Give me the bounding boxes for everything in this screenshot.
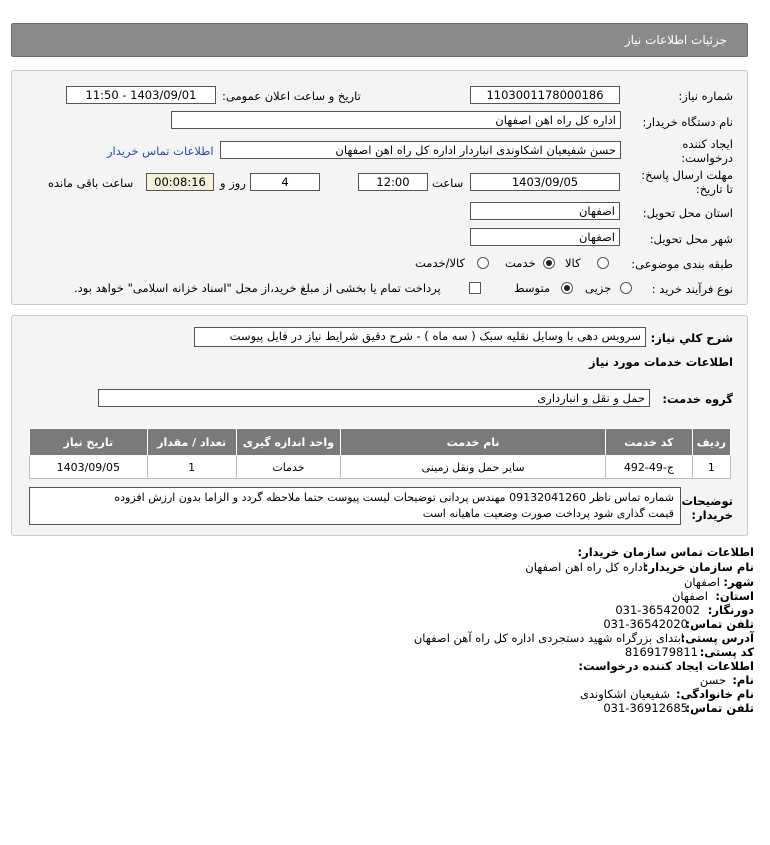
col-service-name: نام خدمت [341,429,606,456]
buyer-contact-link[interactable]: اطلاعات تماس خریدار [107,144,214,158]
cell-service-name: سایر حمل ونقل زمینی [341,456,606,479]
org-label: نام سازمان خریدار: [643,560,754,574]
city-label-contact: شهر: [723,575,754,589]
cell-need-date: 1403/09/05 [30,456,148,479]
creator-phone-label: تلفن تماس: [685,701,754,715]
cell-quantity: 1 [147,456,236,479]
phone-value: 031-36542020 [603,617,688,631]
phone-label: تلفن تماس: [685,617,754,631]
announce-datetime-field: 1403/09/01 - 11:50 [66,86,216,104]
category-label: طبقه بندی موضوعی: [631,257,733,271]
process-radio-medium[interactable] [561,282,573,294]
col-need-date: تاریخ نیاز [30,429,148,456]
need-number-field: 1103001178000186 [470,86,620,104]
deadline-date-field: 1403/09/05 [470,173,620,191]
city-value-contact: اصفهان [683,575,720,589]
city-field: اصفهان [470,228,620,246]
postal-code-label: کد پستی: [699,645,754,659]
col-service-code: کد خدمت [606,429,693,456]
table-header-row [30,429,731,456]
deadline-label-2: تا تاریخ: [695,182,733,196]
org-value: اداره کل راه اهن اصفهان [525,560,646,574]
province-field: اصفهان [470,202,620,220]
services-title: اطلاعات خدمات مورد نیاز [589,355,733,369]
table-row [30,456,731,479]
creator-phone-value: 031-36912685 [603,701,688,715]
process-radio-minor[interactable] [620,282,632,294]
fax-value: 031-36542002 [615,603,700,617]
service-group-field: حمل و نقل و انبارداری [98,389,650,407]
buyer-notes-label-1: توضیحات [681,494,733,508]
creator-name-label: نام: [732,673,754,687]
cell-row-number: 1 [692,456,730,479]
address-label: آدرس پستی: [680,631,754,645]
page-title: جزئیات اطلاعات نیاز [624,33,727,47]
province-label-contact: استان: [715,589,754,603]
contact-title: اطلاعات تماس سازمان خریدار: [577,545,754,559]
page-header [11,23,748,57]
postal-code-value: 8169179811 [624,645,698,659]
buyer-org-label: نام دستگاه خریدار: [642,115,733,129]
deadline-label-1: مهلت ارسال پاسخ: [641,168,733,182]
creator-name-value: حسن [699,673,726,687]
summary-label: شرح كلي نياز: [650,331,733,345]
buyer-notes-label-2: خریدار: [691,508,733,522]
requester-label-2: درخواست: [681,151,733,165]
category-option-goods: کالا [565,256,581,270]
remaining-time-field: 00:08:16 [146,173,214,191]
process-option-medium: متوسط [514,281,551,295]
service-group-label: گروه خدمت: [662,392,733,406]
treasury-payment-note: پرداخت تمام یا بخشی از مبلغ خرید،از محل "اسناد خزانه اسلامی" خواهد بود. [74,281,441,295]
buyer-org-field: اداره کل راه اهن اصفهان [171,111,621,129]
buyer-notes-box [29,487,681,525]
category-radio-service[interactable] [543,257,555,269]
treasury-payment-checkbox[interactable] [469,282,481,294]
announce-datetime-label: تاریخ و ساعت اعلان عمومی: [222,89,361,103]
col-row-number: ردیف [692,429,730,456]
deadline-days-field: 4 [250,173,320,191]
cell-unit: خدمات [236,456,341,479]
remaining-time-label: ساعت باقی مانده [48,176,134,190]
category-option-goods-service: کالا/خدمت [415,256,466,270]
city-label: شهر محل تحویل: [649,232,733,246]
address-value: ابتدای بزرگراه شهید دستجردی اداره کل راه آهن اصفهان [413,631,684,645]
need-number-label: شماره نیاز: [678,89,733,103]
buyer-notes-line-2: قیمت گذاری شود پرداخت صورت وضعیت ماهیانه است [422,507,674,520]
cell-service-code: ج-49-492 [606,456,693,479]
col-quantity: تعداد / مقدار [147,429,236,456]
creator-family-value: شفیعیان اشکاوندی [579,687,670,701]
creator-family-label: نام خانوادگی: [676,687,754,701]
process-option-minor: جزیی [585,281,612,295]
deadline-days-label: روز و [220,176,246,190]
services-table [29,428,731,479]
deadline-time-label: ساعت [432,176,464,190]
province-value-contact: اصفهان [671,589,708,603]
category-radio-goods[interactable] [597,257,609,269]
category-option-service: خدمت [505,256,536,270]
fax-label: دورنگار: [707,603,754,617]
requester-label-1: ایجاد کننده [682,137,733,151]
requester-field: حسن شفیعیان اشکاوندی انباردار اداره کل راه اهن اصفهان [220,141,621,159]
col-unit: واحد اندازه گیری [236,429,341,456]
summary-field: سرویس دهی با وسایل نقلیه سبک ( سه ماه ) - شرح دقیق شرایط نیاز در فایل پیوست [194,327,646,347]
process-label: نوع فرآیند خرید : [651,282,733,296]
creator-title: اطلاعات ایجاد کننده درخواست: [578,659,754,673]
buyer-notes-line-1: شماره تماس ناظر 09132041260 مهندس پردانی توضیحات لیست پیوست حتما ملاحظه گردد و الزاما بدون ارزش افزوده [114,491,674,504]
category-radio-goods-service[interactable] [477,257,489,269]
province-label: استان محل تحویل: [642,206,733,220]
deadline-time-field: 12:00 [358,173,428,191]
